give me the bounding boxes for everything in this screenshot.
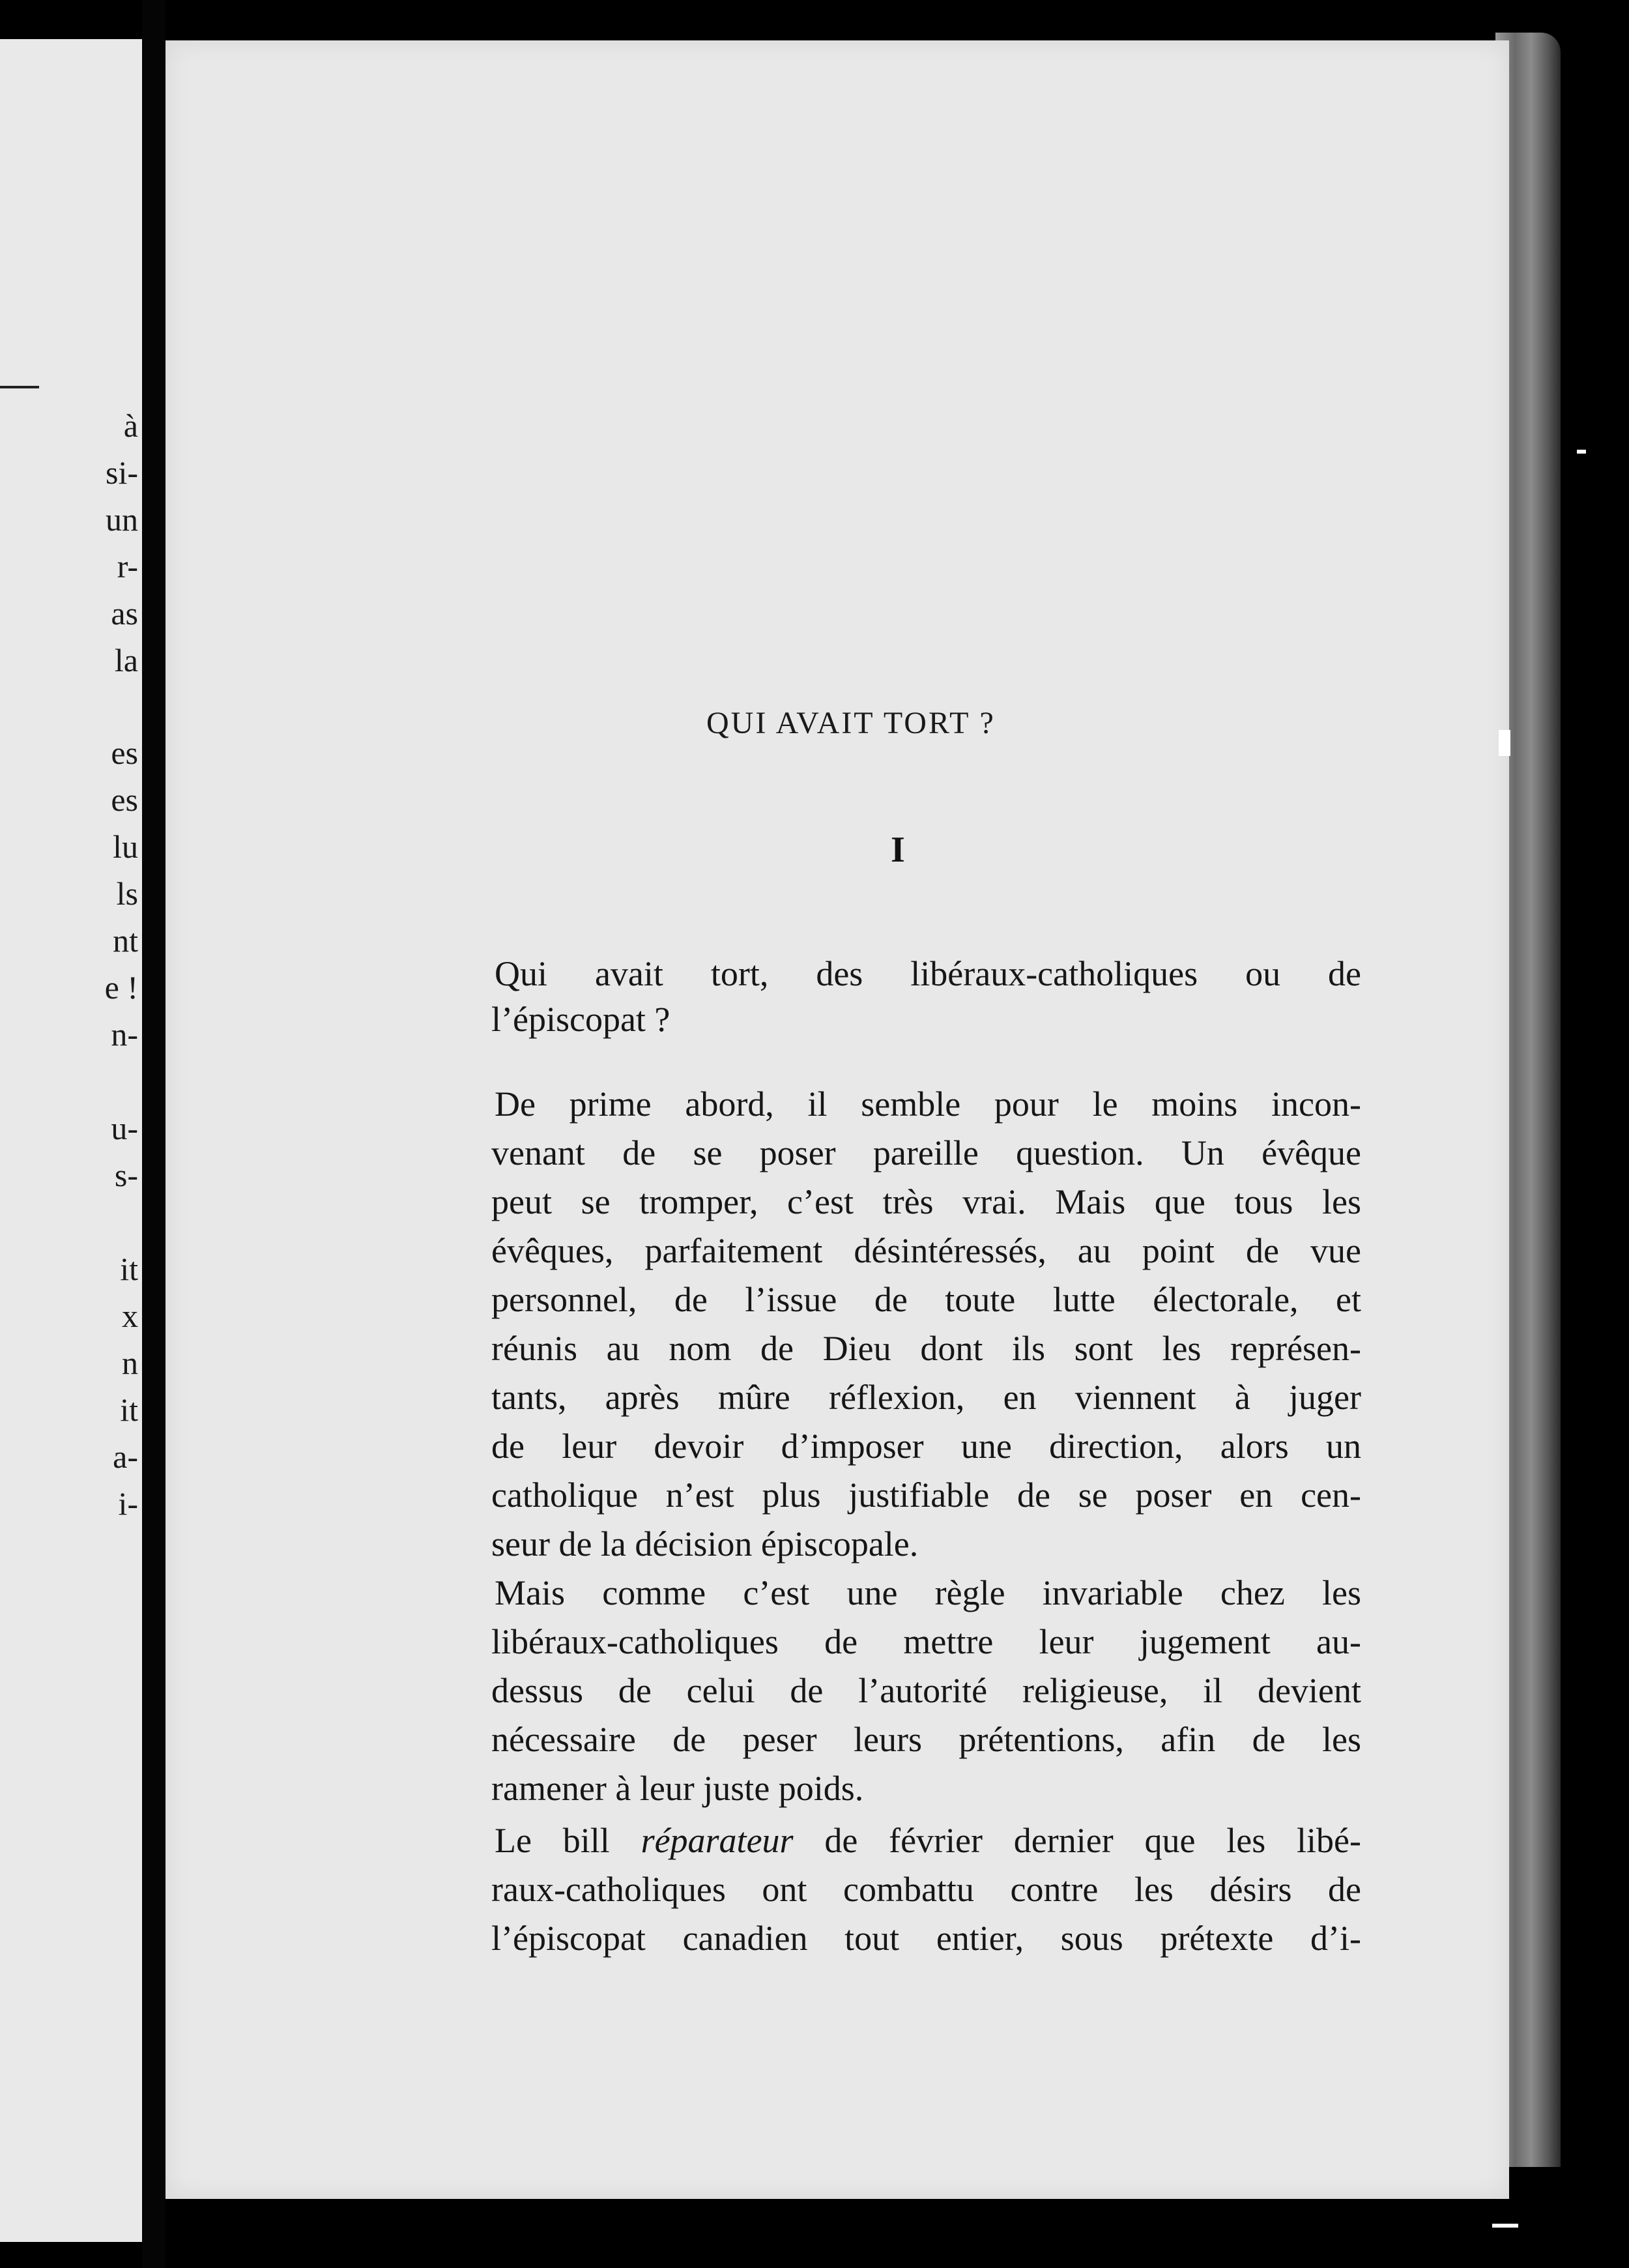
- line-fragment: si-: [106, 454, 138, 491]
- text-line: l’épiscopat canadien tout entier, sous prétexte d’i-: [491, 1919, 1361, 1958]
- line-fragment: nt: [113, 922, 138, 959]
- text-line: seur de la décision épiscopale.: [491, 1524, 919, 1563]
- text-line: personnel, de l’issue de toute lutte électorale, et: [491, 1280, 1361, 1319]
- line-fragment: it: [120, 1391, 138, 1428]
- line-fragment: as: [111, 595, 138, 632]
- previous-page-fragment: [0, 39, 142, 2242]
- text-line: raux-catholiques ont combattu contre les désirs de: [491, 1870, 1361, 1909]
- text-line: catholique n’est plus justifiable de se poser en cen-: [491, 1476, 1361, 1515]
- scan-speck: [1499, 730, 1510, 756]
- line-fragment: a-: [113, 1438, 138, 1475]
- line-fragment: es: [111, 734, 138, 771]
- section-numeral: I: [891, 830, 905, 870]
- italic-word: réparateur: [641, 1821, 794, 1860]
- text-line: venant de se poser pareille question. Un évêque: [491, 1133, 1361, 1172]
- line-fragment: es: [111, 781, 138, 818]
- text-line: de leur devoir d’imposer une direction, alors un: [491, 1427, 1361, 1466]
- line-fragment: it: [120, 1251, 138, 1287]
- current-page: [166, 40, 1509, 2199]
- line-fragment: n: [122, 1345, 138, 1381]
- chapter-title: QUI AVAIT TORT ?: [706, 706, 996, 740]
- scan-speck: [1492, 2224, 1518, 2228]
- line-fragment: i-: [118, 1485, 138, 1522]
- header-rule: [0, 386, 39, 388]
- text-line: peut se tromper, c’est très vrai. Mais que tous les: [491, 1182, 1361, 1221]
- line-fragment: ls: [116, 875, 138, 912]
- text-line: réunis au nom de Dieu dont ils sont les représen-: [491, 1329, 1361, 1368]
- scan-speck: [1577, 450, 1586, 454]
- text-line: libéraux-catholiques de mettre leur jugement au-: [491, 1622, 1361, 1661]
- line-fragment: e !: [104, 969, 138, 1006]
- line-fragment: la: [114, 642, 138, 678]
- line-fragment: à: [123, 407, 138, 444]
- book-gutter: [142, 0, 166, 2268]
- line-fragment: u-: [111, 1110, 138, 1146]
- text-line: nécessaire de peser leurs prétentions, afin de les: [491, 1720, 1361, 1759]
- text-line: l’épiscopat ?: [491, 1000, 670, 1039]
- text-run: de février dernier que les libé-: [793, 1821, 1361, 1860]
- text-line: dessus de celui de l’autorité religieuse, il devient: [491, 1671, 1361, 1710]
- text-line: Qui avait tort, des libéraux-catholiques ou de: [495, 954, 1361, 993]
- line-fragment: un: [106, 501, 138, 538]
- text-line: tants, après mûre réflexion, en viennent à juger: [491, 1378, 1361, 1417]
- line-fragment: n-: [111, 1016, 138, 1053]
- text-line: Mais comme c’est une règle invariable chez les: [495, 1573, 1361, 1612]
- text-run: Le bill: [495, 1821, 641, 1860]
- line-fragment: s-: [114, 1157, 138, 1193]
- text-line: ramener à leur juste poids.: [491, 1769, 864, 1808]
- line-fragment: r-: [117, 548, 138, 585]
- text-line: De prime abord, il semble pour le moins incon-: [495, 1084, 1361, 1124]
- text-line: [495, 1820, 1361, 1861]
- text-line: évêques, parfaitement désintéressés, au point de vue: [491, 1231, 1361, 1270]
- line-fragment: x: [122, 1298, 138, 1334]
- line-fragment: lu: [113, 828, 138, 865]
